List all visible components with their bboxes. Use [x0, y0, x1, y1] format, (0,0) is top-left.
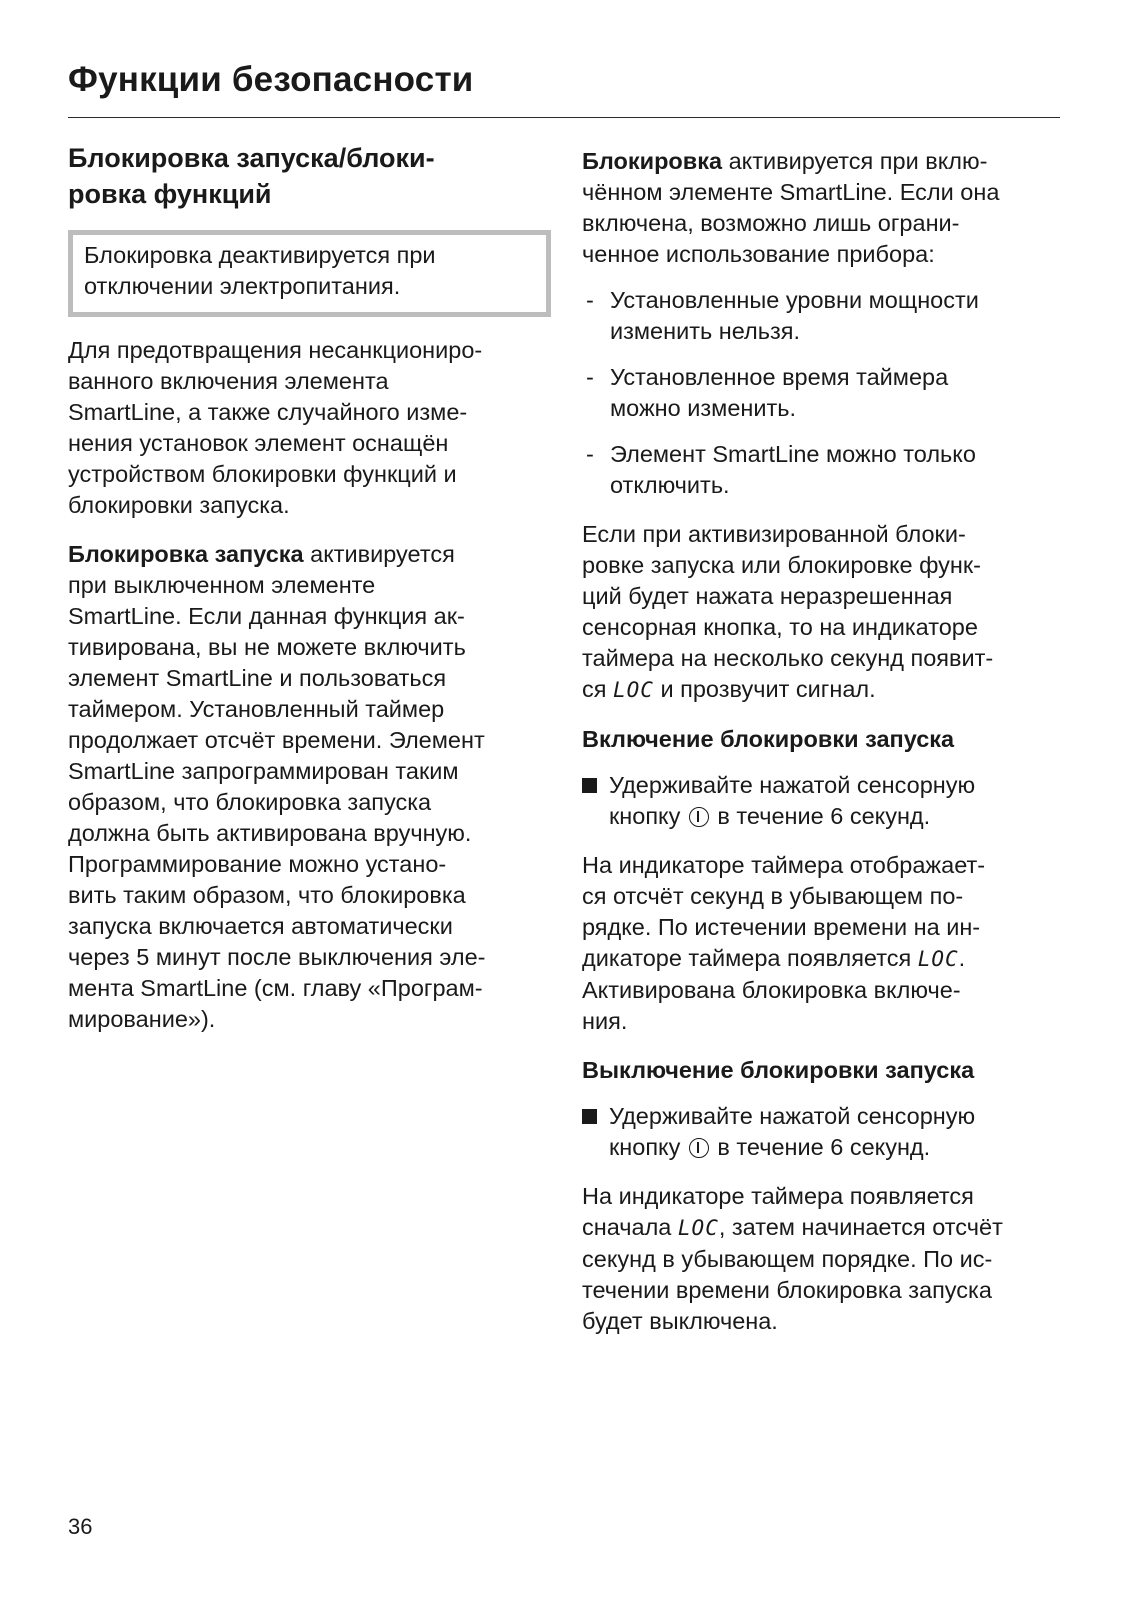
- text-line: течении времени блокировка запуска: [582, 1277, 992, 1303]
- text-line: [582, 146, 1062, 177]
- text-line: SmartLine. Если данная функция ак-: [68, 603, 465, 629]
- text-line: мирование»).: [68, 1006, 216, 1032]
- text-line: ровке запуска или блокировке функ-: [582, 552, 981, 578]
- text-fragment: дикаторе таймера появляется: [582, 945, 918, 971]
- subsection-heading-disable: [582, 1055, 1062, 1086]
- text-line: должна быть активирована вручную.: [68, 820, 472, 846]
- heading-line: Включение блокировки запуска: [582, 726, 955, 752]
- text-line: [582, 674, 1062, 706]
- intro-paragraph: [68, 335, 550, 521]
- dash-bullet: -: [586, 287, 594, 313]
- text-line: сенсорная кнопка, то на индикаторе: [582, 614, 978, 640]
- text-line: [68, 539, 550, 570]
- heading-line: Блокировка запуска/блоки-: [68, 143, 435, 173]
- text-line: секунд в убывающем порядке. По ис-: [582, 1246, 993, 1272]
- text-line: нения установок элемент оснащён: [68, 430, 449, 456]
- text-line: рядке. По истечении времени на ин-: [582, 914, 981, 940]
- text-line: таймера на несколько секунд появит-: [582, 645, 994, 671]
- text-line: продолжает отсчёт времени. Элемент: [68, 727, 485, 753]
- text-line: можно изменить.: [610, 395, 797, 421]
- title-divider: [68, 117, 1060, 118]
- text-line: SmartLine, а также случайного изме-: [68, 399, 468, 425]
- dash-bullet: -: [586, 441, 594, 467]
- text-line: блокировки запуска.: [68, 492, 290, 518]
- square-bullet-icon: [582, 778, 597, 793]
- list-item: [582, 439, 1062, 501]
- list-item: [582, 285, 1062, 347]
- text-line: чённом элементе SmartLine. Если она: [582, 179, 1000, 205]
- text-fragment: ся: [582, 676, 614, 702]
- text-line: при выключенном элементе: [68, 572, 376, 598]
- text-line: ченное использование прибора:: [582, 241, 935, 267]
- result-paragraph: [582, 1181, 1062, 1337]
- text-line: вить таким образом, что блокировка: [68, 882, 466, 908]
- text-fragment: в течение 6 секунд.: [710, 803, 931, 829]
- touch-button-paragraph: [582, 519, 1062, 706]
- text-fragment: активируется при вклю-: [722, 148, 988, 174]
- text-line: Установленные уровни мощности: [610, 287, 979, 313]
- subsection-heading-enable: [582, 724, 1062, 755]
- text-line: запуска включается автоматически: [68, 913, 453, 939]
- start-lock-paragraph: [68, 539, 550, 1035]
- lcd-display-text: LOC: [613, 678, 654, 702]
- text-line: Удерживайте нажатой сенсорную: [609, 1103, 976, 1129]
- power-icon: [689, 1138, 709, 1158]
- text-line: отключить.: [610, 472, 730, 498]
- text-line: [582, 1212, 1062, 1244]
- text-line: SmartLine запрограммирован таким: [68, 758, 459, 784]
- note-box: [68, 230, 551, 317]
- text-line: Для предотвращения несанкциониро-: [68, 337, 483, 363]
- text-line: элемент SmartLine и пользоваться: [68, 665, 447, 691]
- power-icon: [689, 807, 709, 827]
- text-line: образом, что блокировка запуска: [68, 789, 432, 815]
- text-line: Установленное время таймера: [610, 364, 949, 390]
- text-line: На индикаторе таймера отображает-: [582, 852, 986, 878]
- heading-line: Выключение блокировки запуска: [582, 1057, 975, 1083]
- heading-line: ровка функций: [68, 179, 272, 209]
- text-line: [609, 1132, 1062, 1163]
- text-fragment: и прозвучит сигнал.: [653, 676, 876, 702]
- lcd-display-text: LOC: [917, 947, 959, 971]
- instruction-step: [582, 1101, 1062, 1163]
- text-line: Активирована блокировка включе-: [582, 977, 961, 1003]
- text-line: устройством блокировки функций и: [68, 461, 457, 487]
- text-line: будет выключена.: [582, 1308, 778, 1334]
- text-fragment: кнопку: [609, 1134, 687, 1160]
- text-fragment: в течение 6 секунд.: [710, 1134, 931, 1160]
- text-line: через 5 минут после выключения эле-: [68, 944, 486, 970]
- page-number: 36: [68, 1514, 93, 1539]
- page-title: Функции безопасности: [68, 60, 474, 99]
- text-line: ся отсчёт секунд в убывающем по-: [582, 883, 964, 909]
- text-fragment: .: [958, 945, 966, 971]
- bold-term: Блокировка запуска: [68, 541, 304, 567]
- text-line: Элемент SmartLine можно только: [610, 441, 976, 467]
- text-line: Программирование можно устано-: [68, 851, 447, 877]
- section-heading: [68, 140, 550, 212]
- text-line: Если при активизированной блоки-: [582, 521, 966, 547]
- list-item: [582, 362, 1062, 424]
- text-line: таймером. Установленный таймер: [68, 696, 445, 722]
- note-line: отключении электропитания.: [84, 273, 401, 299]
- lcd-display-text: LOC: [677, 1216, 719, 1240]
- text-fragment: активируется: [303, 541, 455, 567]
- text-fragment: кнопку: [609, 803, 687, 829]
- square-bullet-icon: [582, 1109, 597, 1124]
- function-lock-paragraph: [582, 146, 1062, 270]
- text-line: ния.: [582, 1008, 628, 1034]
- text-line: изменить нельзя.: [610, 318, 801, 344]
- text-line: [582, 943, 1062, 975]
- note-line: Блокировка деактивируется при: [84, 242, 436, 268]
- text-line: включена, возможно лишь ограни-: [582, 210, 960, 236]
- text-line: ций будет нажата неразрешенная: [582, 583, 953, 609]
- text-line: На индикаторе таймера появляется: [582, 1183, 974, 1209]
- text-fragment: сначала: [582, 1214, 678, 1240]
- instruction-step: [582, 770, 1062, 832]
- dash-bullet: -: [586, 364, 594, 390]
- right-column: [582, 140, 1062, 1337]
- text-line: ванного включения элемента: [68, 368, 389, 394]
- text-line: тивирована, вы не можете включить: [68, 634, 466, 660]
- left-column: [68, 140, 550, 1035]
- text-line: [609, 801, 1062, 832]
- text-line: мента SmartLine (см. главу «Програм-: [68, 975, 483, 1001]
- text-fragment: , затем начинается отсчёт: [718, 1214, 1003, 1240]
- result-paragraph: [582, 850, 1062, 1037]
- text-line: Удерживайте нажатой сенсорную: [609, 772, 976, 798]
- bold-term: Блокировка: [582, 148, 723, 174]
